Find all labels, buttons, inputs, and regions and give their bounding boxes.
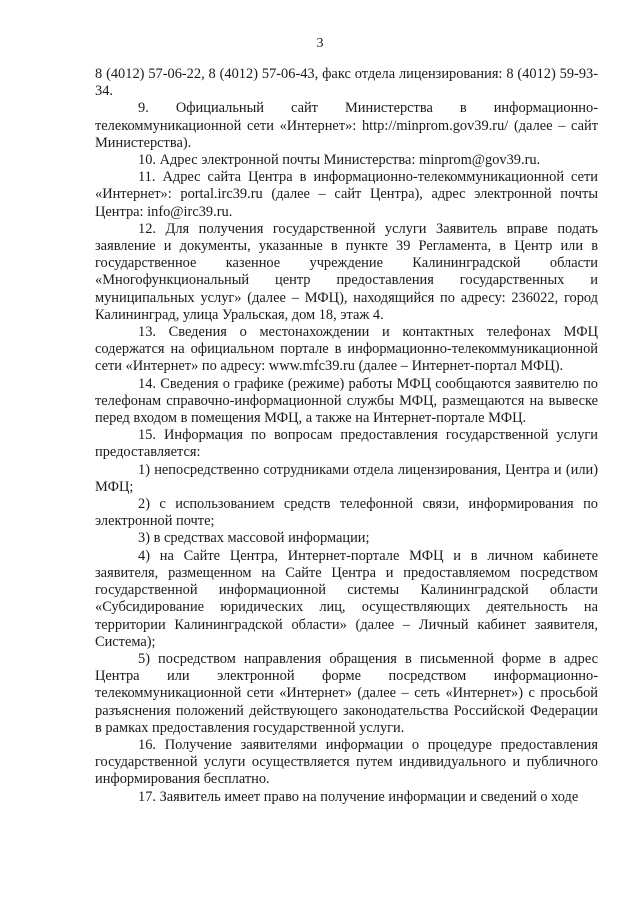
list-item-2-telephone-email: 2) с использованием средств телефонной связи, информирования по электронной почте; [95, 496, 598, 530]
paragraph-12-application-submission: 12. Для получения государственной услуги Заявитель вправе подать заявление и документы, указанные в пункте 39 Регламента, в Центр или в государственное казенное учреждение Калининградской области «Многофункциональный центр предоставления государственных и муниципальных услуг» (далее – МФЦ), находящийся по адресу: 236022, город Калининград, улица Уральская, дом 18, этаж 4. [95, 220, 598, 323]
list-item-1-staff: 1) непосредственно сотрудниками отдела лицензирования, Центра и (или) МФЦ; [95, 461, 598, 495]
paragraph-13-mfc-location: 13. Сведения о местонахождении и контактных телефонах МФЦ содержатся на официальном портале в информационно-телекоммуникационной сети «Интернет» по адресу: www.mfc39.ru (далее – Интернет-портал МФЦ). [95, 324, 598, 375]
paragraph-14-mfc-schedule: 14. Сведения о графике (режиме) работы МФЦ сообщаются заявителю по телефонам справочно-информационной службы МФЦ, размещаются на вывеске перед входом в помещения МФЦ, а также на Интернет-портале МФЦ. [95, 375, 598, 427]
paragraph-16-free-information: 16. Получение заявителями информации о процедуре предоставления государственной услуги осуществляется путем индивидуального и публичного информирования бесплатно. [95, 736, 598, 788]
document-body [95, 66, 598, 806]
paragraph-9-ministry-website: 9. Официальный сайт Министерства в информационно-телекоммуникационной сети «Интернет»: http://minprom.gov39.ru/ (далее – сайт Министерства). [95, 100, 598, 151]
paragraph-contact-phones: 8 (4012) 57-06-22, 8 (4012) 57-06-43, факс отдела лицензирования: 8 (4012) 59-93-34. [95, 66, 598, 100]
list-item-4-websites-personal-account: 4) на Сайте Центра, Интернет-портале МФЦ и в личном кабинете заявителя, размещенном на Сайте Центра и предоставляемом посредством государственной информационной системы Калининградской области «Субсидирование юридических лиц, осуществляющих деятельность на территории Калининградской области» (далее – Личный кабинет заявителя, Система); [95, 547, 598, 650]
page-number: 3 [316, 36, 324, 51]
paragraph-11-center-website: 11. Адрес сайта Центра в информационно-телекоммуникационной сети «Интернет»: portal.irc39.ru (далее – сайт Центра), адрес электронной почты Центра: info@irc39.ru. [95, 169, 598, 220]
paragraph-17-applicant-rights: 17. Заявитель имеет право на получение информации и сведений о ходе [138, 788, 579, 805]
list-item-3-mass-media: 3) в средствах массовой информации; [138, 530, 370, 547]
list-item-5-written-appeal: 5) посредством направления обращения в письменной форме в адрес Центра или электронной форме посредством информационно-телекоммуникационной сети «Интернет» (далее – сеть «Интернет») с просьбой разъяснения положений действующего законодательства Российской Федерации в рамках предоставления государственной услуги. [95, 650, 598, 736]
paragraph-15-information-provision: 15. Информация по вопросам предоставления государственной услуги предоставляется: [95, 427, 598, 461]
paragraph-10-ministry-email: 10. Адрес электронной почты Министерства: minprom@gov39.ru. [138, 152, 541, 169]
